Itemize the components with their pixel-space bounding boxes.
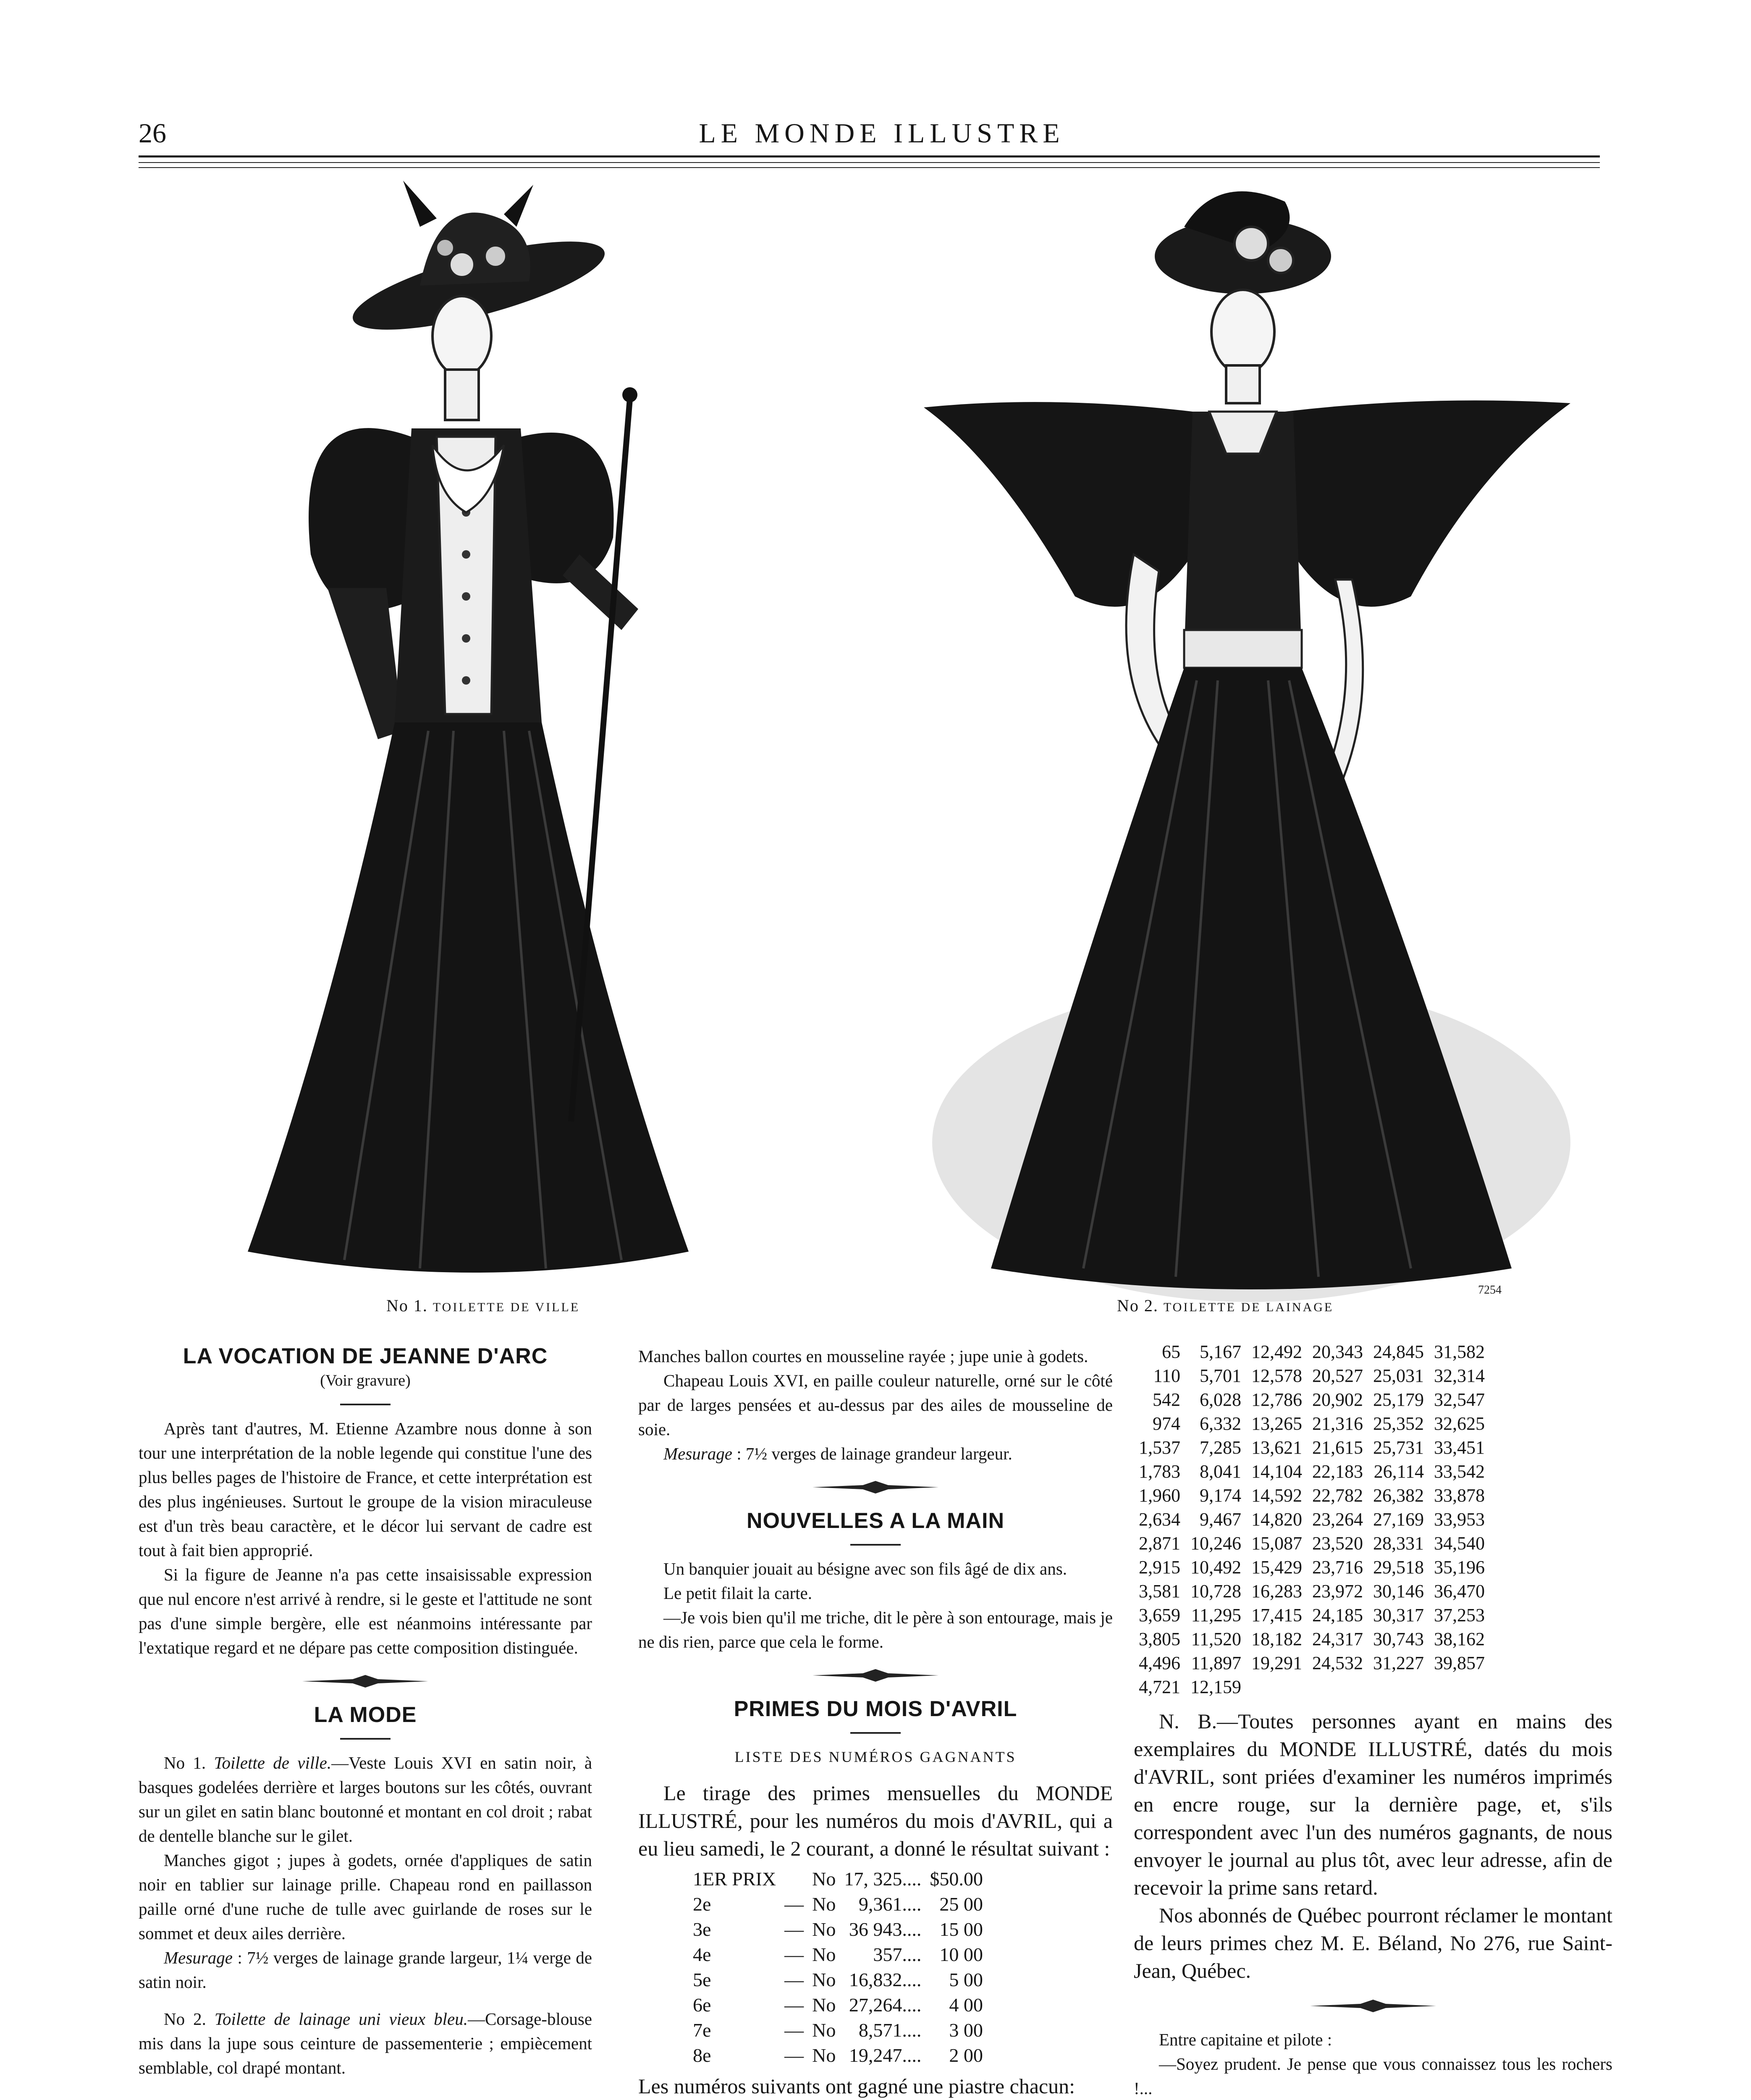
winner-num: 36 943.... (849, 1919, 922, 1940)
winner-sep: — (784, 1969, 804, 1990)
winner-num: 17, 325.... (844, 1868, 922, 1890)
winning-number: 2,634 (1139, 1509, 1180, 1530)
header-rule-bottom (139, 167, 1600, 168)
winning-number: 23,264 (1312, 1509, 1363, 1530)
column-2 (638, 1344, 1113, 2100)
winner-sep: — (784, 1994, 804, 2016)
winning-number: 30,317 (1373, 1605, 1424, 1625)
winning-number: 2,871 (1139, 1533, 1180, 1554)
winning-number: 15,087 (1251, 1533, 1302, 1554)
mode-p7-text: : 7½ verges de lainage grandeur largeur. (732, 1444, 1012, 1463)
winner-row (689, 1892, 987, 1917)
winning-number: 31,582 (1434, 1341, 1485, 1362)
winner-sep: — (784, 2019, 804, 2041)
winner-rank: 1ER PRIX (693, 1868, 776, 1890)
number-row (1134, 1627, 1490, 1651)
mode-p3-heading: Mesurage (164, 1948, 233, 1967)
winning-number: 3,659 (1139, 1605, 1180, 1625)
winning-number: 32,625 (1434, 1413, 1485, 1434)
fig1-caption (386, 1296, 580, 1315)
winning-number: 5,167 (1200, 1341, 1241, 1362)
section-divider (850, 1732, 901, 1734)
winning-number: 21,316 (1312, 1413, 1363, 1434)
jeanne-title: LA VOCATION DE JEANNE D'ARC (183, 1344, 548, 1368)
winner-num: 357.... (873, 1944, 922, 1965)
fashion-plate-1-illustration (185, 176, 756, 1310)
fig2-caption-number: No 2. (1117, 1296, 1159, 1315)
primes-subtitle: LISTE DES NUMÉROS GAGNANTS (734, 1748, 1017, 1765)
winning-number: 37,253 (1434, 1605, 1485, 1625)
winner-amount: 5 00 (949, 1969, 983, 1990)
winning-number: 25,031 (1373, 1365, 1424, 1386)
nouvelles-paragraph-3: —Je vois bien qu'il me triche, dit le père à son entourage, mais je ne dis rien, parce que cela le forme. (638, 1608, 1113, 1651)
winning-number: 8,041 (1200, 1461, 1241, 1482)
winner-rank: 8e (693, 2045, 711, 2066)
number-row (1134, 1412, 1490, 1436)
mode-p4-text: —Corsage-blouse mis dans la jupe sous ceinture de passementerie ; empiècement semblable, col drapé montant. (139, 2009, 592, 2077)
winning-number: 26,382 (1373, 1485, 1424, 1506)
winning-number: 14,104 (1251, 1461, 1302, 1482)
winning-number: 29,518 (1373, 1557, 1424, 1578)
winning-number: 19,291 (1251, 1653, 1302, 1673)
mode-title: LA MODE (314, 1703, 417, 1727)
mode-paragraph-2: Manches gigot ; jupes à godets, ornée d'appliques de satin noir en tablier sur lainage prille. Chapeau rond en paillasson paille orné d'une ruche de tulle avec guirlande de roses sur le sommet et deux ailes derrière. (139, 1851, 592, 1943)
mode-p1-heading: Toilette de ville. (214, 1753, 332, 1772)
winning-number: 65 (1162, 1341, 1180, 1362)
number-row (1134, 1507, 1490, 1531)
jeanne-subtitle: (Voir gravure) (320, 1372, 411, 1389)
section-divider (340, 1404, 391, 1405)
number-row (1134, 1460, 1490, 1483)
winner-rank: 2e (693, 1893, 711, 1915)
winning-number (1368, 1675, 1429, 1699)
winner-sep (780, 1866, 808, 1892)
winning-number: 30,146 (1373, 1581, 1424, 1601)
winning-number: 3,805 (1139, 1629, 1180, 1649)
mode-paragraph-7 (638, 1441, 1113, 1466)
winner-rank: 5e (693, 1969, 711, 1990)
jeanne-paragraph-2: Si la figure de Jeanne n'a pas cette insaisissable expression que nul encore n'est arrivé à rendre, si le geste et l'attitude ne sont pas d'une simple bergère, elle est néanmoins intéressante par l'extatique regard et ne dépare pas cette composition distinguée. (139, 1565, 592, 1657)
ornament-divider (813, 1669, 938, 1682)
winning-number: 20,902 (1312, 1389, 1363, 1410)
mode-paragraph-4 (139, 2007, 592, 2080)
winning-number: 33,878 (1434, 1485, 1485, 1506)
winning-number: 20,343 (1312, 1341, 1363, 1362)
winning-number: 23,716 (1312, 1557, 1363, 1578)
anecdote-line-2: —Soyez prudent. Je pense que vous connaissez tous les rochers !... (1134, 2054, 1612, 2098)
fashion-plate-2-illustration (924, 176, 1579, 1310)
winning-number: 13,265 (1251, 1413, 1302, 1434)
number-row (1134, 1603, 1490, 1627)
header-rule-top (139, 155, 1600, 158)
winning-number: 2,915 (1139, 1557, 1180, 1578)
winner-amount: 3 00 (949, 2019, 983, 2041)
section-divider (850, 1544, 901, 1546)
primes-title: PRIMES DU MOIS D'AVRIL (734, 1697, 1017, 1721)
winning-number: 13,621 (1251, 1437, 1302, 1458)
winner-rank: 6e (693, 1994, 711, 2016)
mode-p7-heading: Mesurage (663, 1444, 732, 1463)
nb-paragraph-2: Nos abonnés de Québec pourront réclamer le montant de leurs primes chez M. E. Béland, No 276, rue Saint-Jean, Québec. (1134, 1903, 1612, 1982)
engraver-mark: 7254 (1478, 1284, 1502, 1297)
mode-paragraph-1 (139, 1751, 592, 1848)
winning-number: 35,196 (1434, 1557, 1485, 1578)
number-row (1134, 1579, 1490, 1603)
winner-no: No (812, 1868, 836, 1890)
fig2-caption-text: TOILETTE DE LAINAGE (1163, 1300, 1334, 1314)
winning-number: 12,786 (1251, 1389, 1302, 1410)
winning-number (1429, 1675, 1490, 1699)
winning-number: 974 (1153, 1413, 1180, 1434)
primes-closing: Les numéros suivants ont gagné une piastre chacun: (638, 2074, 1075, 2098)
winners-table (689, 1866, 987, 2068)
winner-rank: 7e (693, 2019, 711, 2041)
winning-number: 22,183 (1312, 1461, 1363, 1482)
winning-number: 24,185 (1312, 1605, 1363, 1625)
winning-number: 11,295 (1191, 1605, 1241, 1625)
fig1-caption-text: TOILETTE DE VILLE (433, 1300, 580, 1314)
winner-num: 9,361.... (858, 1893, 922, 1915)
winning-number: 31,227 (1373, 1653, 1424, 1673)
number-row (1134, 1388, 1490, 1412)
winner-num: 27,264.... (849, 1994, 922, 2016)
winner-amount: 15 00 (939, 1919, 983, 1940)
winner-row (689, 1967, 987, 1992)
winner-amount: $50.00 (930, 1868, 983, 1890)
winner-row (689, 1917, 987, 1942)
winning-number: 9,174 (1200, 1485, 1241, 1506)
number-row (1134, 1340, 1490, 1364)
winner-no: No (812, 1944, 836, 1965)
winning-number: 4,496 (1139, 1653, 1180, 1673)
winning-number: 11,897 (1191, 1653, 1241, 1673)
winning-number: 15,429 (1251, 1557, 1302, 1578)
winner-num: 16,832.... (849, 1969, 922, 1990)
anecdote-line-1: Entre capitaine et pilote : (1159, 2030, 1332, 2049)
page-number: 26 (139, 118, 166, 149)
nouvelles-title: NOUVELLES A LA MAIN (746, 1509, 1005, 1533)
fig2-caption (1117, 1296, 1334, 1315)
winning-number: 110 (1153, 1365, 1180, 1386)
winning-number: 1,960 (1139, 1485, 1180, 1506)
winning-number: 1,783 (1139, 1461, 1180, 1482)
header-rule-mid (139, 162, 1600, 163)
winner-row (689, 1942, 987, 1967)
column-1 (139, 1344, 592, 2080)
winning-number: 3,581 (1139, 1581, 1180, 1601)
winning-number: 11,520 (1191, 1629, 1241, 1649)
winning-number: 39,857 (1434, 1653, 1485, 1673)
winning-number: 20,527 (1312, 1365, 1363, 1386)
winning-number: 24,845 (1373, 1341, 1424, 1362)
number-row (1134, 1675, 1490, 1699)
winning-number: 24,532 (1312, 1653, 1363, 1673)
winning-number: 6,028 (1200, 1389, 1241, 1410)
winning-number: 23,520 (1312, 1533, 1363, 1554)
winning-number: 5,701 (1200, 1365, 1241, 1386)
number-row (1134, 1436, 1490, 1460)
winning-number: 14,820 (1251, 1509, 1302, 1530)
winner-row (689, 1866, 987, 1892)
ornament-divider (302, 1675, 428, 1688)
winning-number: 14,592 (1251, 1485, 1302, 1506)
winning-number: 9,467 (1200, 1509, 1241, 1530)
nouvelles-paragraph-1: Un banquier jouait au bésigne avec son fils âgé de dix ans. (663, 1559, 1067, 1578)
number-row (1134, 1651, 1490, 1675)
section-divider (340, 1738, 391, 1740)
winning-number: 22,782 (1312, 1485, 1363, 1506)
winning-number: 32,314 (1434, 1365, 1485, 1386)
winning-number: 28,331 (1373, 1533, 1424, 1554)
nb-paragraph-1: N. B.—Toutes personnes ayant en mains des exemplaires du MONDE ILLUSTRÉ, datés du mois d'AVRIL, sont priées d'examiner les numéros imprimés en encre rouge, sur la dernière page, et, s'ils correspondent avec l'un des numéros gagnants, de nous envoyer le journal au plus tôt, avec leur adresse, afin de recevoir la prime sans retard. (1134, 1709, 1612, 1899)
winning-number: 38,162 (1434, 1629, 1485, 1649)
winning-number: 33,451 (1434, 1437, 1485, 1458)
winner-amount: 4 00 (949, 1994, 983, 2016)
winner-amount: 25 00 (939, 1893, 983, 1915)
winner-row (689, 2043, 987, 2068)
winning-number: 10,246 (1190, 1533, 1241, 1554)
winner-no: No (812, 2045, 836, 2066)
winning-number: 24,317 (1312, 1629, 1363, 1649)
winner-no: No (812, 1919, 836, 1940)
winning-number: 30,743 (1373, 1629, 1424, 1649)
winning-number: 36,470 (1434, 1581, 1485, 1601)
winning-number (1307, 1675, 1368, 1699)
winning-number: 6,332 (1200, 1413, 1241, 1434)
winning-number: 34,540 (1434, 1533, 1485, 1554)
winning-number: 16,283 (1251, 1581, 1302, 1601)
winner-row (689, 1992, 987, 2018)
winning-number: 23,972 (1312, 1581, 1363, 1601)
winning-number: 18,182 (1251, 1629, 1302, 1649)
number-row (1134, 1364, 1490, 1388)
winning-number: 4,721 (1139, 1677, 1180, 1697)
winner-sep: — (784, 1944, 804, 1965)
number-row (1134, 1483, 1490, 1507)
mode-paragraph-5: Manches ballon courtes en mousseline rayée ; jupe unie à godets. (638, 1347, 1088, 1366)
winning-number: 10,492 (1190, 1557, 1241, 1578)
winner-rank: 4e (693, 1944, 711, 1965)
winner-rank: 3e (693, 1919, 711, 1940)
winner-row (689, 2018, 987, 2043)
winning-number: 32,547 (1434, 1389, 1485, 1410)
winning-number: 33,953 (1434, 1509, 1485, 1530)
mode-paragraph-6: Chapeau Louis XVI, en paille couleur naturelle, orné sur le côté par de larges pensées et au-dessus par des ailes de mousseline de soie. (638, 1371, 1113, 1439)
winning-number (1246, 1675, 1307, 1699)
winning-number: 10,728 (1190, 1581, 1241, 1601)
winning-number: 1,537 (1139, 1437, 1180, 1458)
primes-intro: Le tirage des primes mensuelles du MONDE ILLUSTRÉ, pour les numéros du mois d'AVRIL, qui a eu lieu samedi, le 2 courant, a donné le résultat suivant : (638, 1781, 1113, 1860)
winning-number: 21,615 (1312, 1437, 1363, 1458)
jeanne-paragraph-1: Après tant d'autres, M. Etienne Azambre nous donne à son tour une interprétation de la noble legende qui constitue l'une des plus belles pages de l'histoire de France, et cette interprétation est des plus ingénieuses. Surtout le groupe de la vision miraculeuse est d'un très beau caractère, et le décor lui servant de cadre est tout à fait bien approprié. (139, 1419, 592, 1560)
winner-sep: — (784, 1893, 804, 1915)
winning-number: 26,114 (1374, 1461, 1424, 1482)
winning-number: 33,542 (1434, 1461, 1485, 1482)
ornament-divider (1310, 2000, 1436, 2012)
mode-p3-text: : 7½ verges de lainage grande largeur, 1¼ verge de satin noir. (139, 1948, 592, 1992)
mode-p4-label: No 2. (164, 2009, 206, 2029)
fig1-caption-number: No 1. (386, 1296, 428, 1315)
number-row (1134, 1531, 1490, 1555)
winning-number: 12,492 (1251, 1341, 1302, 1362)
winning-numbers-table (1134, 1340, 1490, 1699)
winner-sep: — (784, 2045, 804, 2066)
winning-number: 12,578 (1251, 1365, 1302, 1386)
winner-no: No (812, 1893, 836, 1915)
mode-paragraph-3 (139, 1945, 592, 1994)
column-3 (1134, 1340, 1612, 2100)
winning-number: 25,179 (1373, 1389, 1424, 1410)
winning-number: 25,352 (1373, 1413, 1424, 1434)
winning-number: 25,731 (1373, 1437, 1424, 1458)
winner-no: No (812, 1969, 836, 1990)
winning-number: 7,285 (1200, 1437, 1241, 1458)
mode-p4-heading: Toilette de lainage uni vieux bleu. (214, 2009, 468, 2029)
mode-p1-label: No 1. (164, 1753, 206, 1772)
winner-no: No (812, 1994, 836, 2016)
winner-sep: — (784, 1919, 804, 1940)
winner-num: 19,247.... (849, 2045, 922, 2066)
winning-number: 27,169 (1373, 1509, 1424, 1530)
nouvelles-paragraph-2: Le petit filait la carte. (663, 1583, 813, 1603)
winning-number: 542 (1153, 1389, 1180, 1410)
winner-amount: 10 00 (939, 1944, 983, 1965)
number-row (1134, 1555, 1490, 1579)
winner-num: 8,571.... (858, 2019, 922, 2041)
winner-no: No (812, 2019, 836, 2041)
ornament-divider (813, 1481, 938, 1494)
masthead-title: LE MONDE ILLUSTRE (699, 118, 1065, 149)
mode-p1-text: —Veste Louis XVI en satin noir, à basques godelées derrière et larges boutons sur les côtés, ouvrant sur un gilet en satin blanc boutonné et montant en col droit ; rabat de dentelle blanche sur le gilet. (139, 1753, 592, 1845)
winner-amount: 2 00 (949, 2045, 983, 2066)
winning-number: 17,415 (1251, 1605, 1302, 1625)
winning-number: 12,159 (1190, 1677, 1241, 1697)
